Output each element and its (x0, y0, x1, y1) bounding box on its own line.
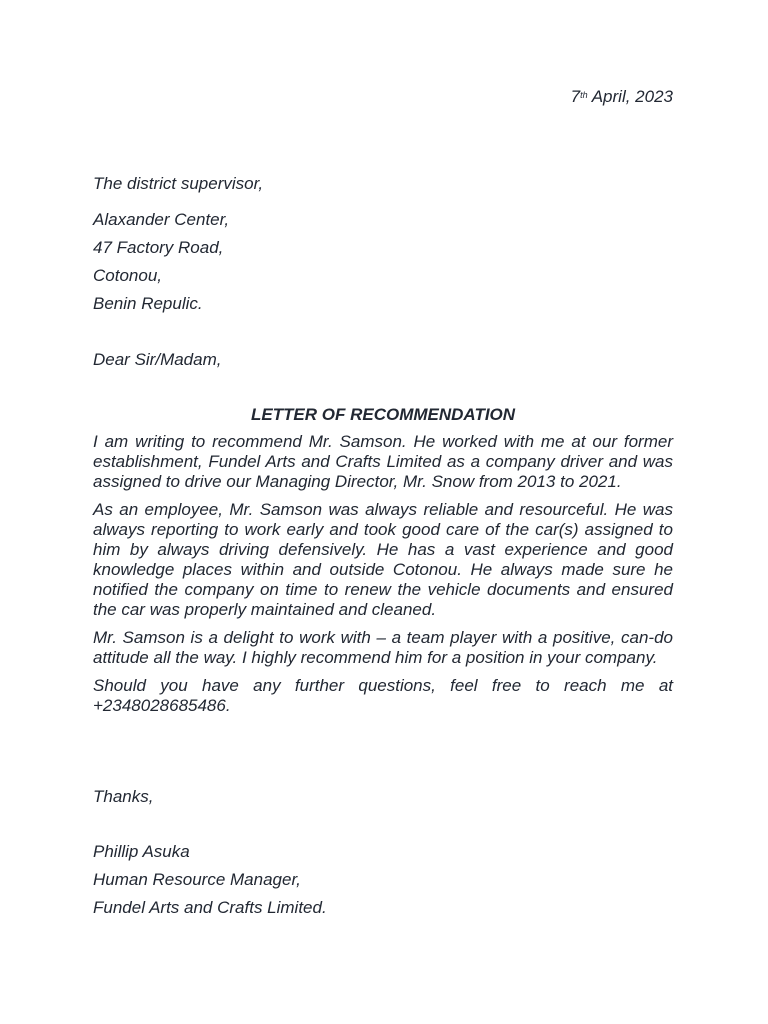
address-line: Benin Repulic. (93, 294, 203, 313)
date-suffix: th (580, 90, 588, 100)
date-day: 7 (570, 87, 581, 106)
address-line: 47 Factory Road, (93, 238, 224, 257)
signature-block (93, 838, 327, 922)
letter-date (571, 86, 673, 108)
date-rest: April, 2023 (587, 87, 673, 106)
letter-body (93, 432, 673, 724)
signer-position: Human Resource Manager, (93, 870, 301, 889)
signer-name: Phillip Asuka (93, 842, 190, 861)
body-paragraph: Mr. Samson is a delight to work with – a team player with a positive, can-do attitude all the way. I highly recommend him for a position in your company. (93, 628, 673, 667)
closing: Thanks, (93, 787, 154, 806)
signer-company: Fundel Arts and Crafts Limited. (93, 898, 327, 917)
body-paragraph: Should you have any further questions, feel free to reach me at +2348028685486. (93, 676, 673, 715)
address-line: Cotonou, (93, 266, 162, 285)
body-paragraph: As an employee, Mr. Samson was always reliable and resourceful. He was always reporting to work early and took good care of the car(s) assigned to him by always driving defensively. He has a vast experience and good knowledge places within and outside Cotonou. He always made sure he notified the company on time to renew the vehicle documents and ensured the car was properly maintained and cleaned. (93, 500, 673, 619)
body-paragraph: I am writing to recommend Mr. Samson. He worked with me at our former establishment, Fundel Arts and Crafts Limited as a company driver and was assigned to drive our Managing Director, Mr. Snow from 2013 to 2021. (93, 432, 673, 491)
letter-subject: LETTER OF RECOMMENDATION (250, 405, 516, 424)
recipient-title: The district supervisor, (93, 174, 264, 193)
recipient-block (93, 170, 673, 318)
salutation: Dear Sir/Madam, (93, 350, 222, 369)
address-line: Alaxander Center, (93, 210, 230, 229)
